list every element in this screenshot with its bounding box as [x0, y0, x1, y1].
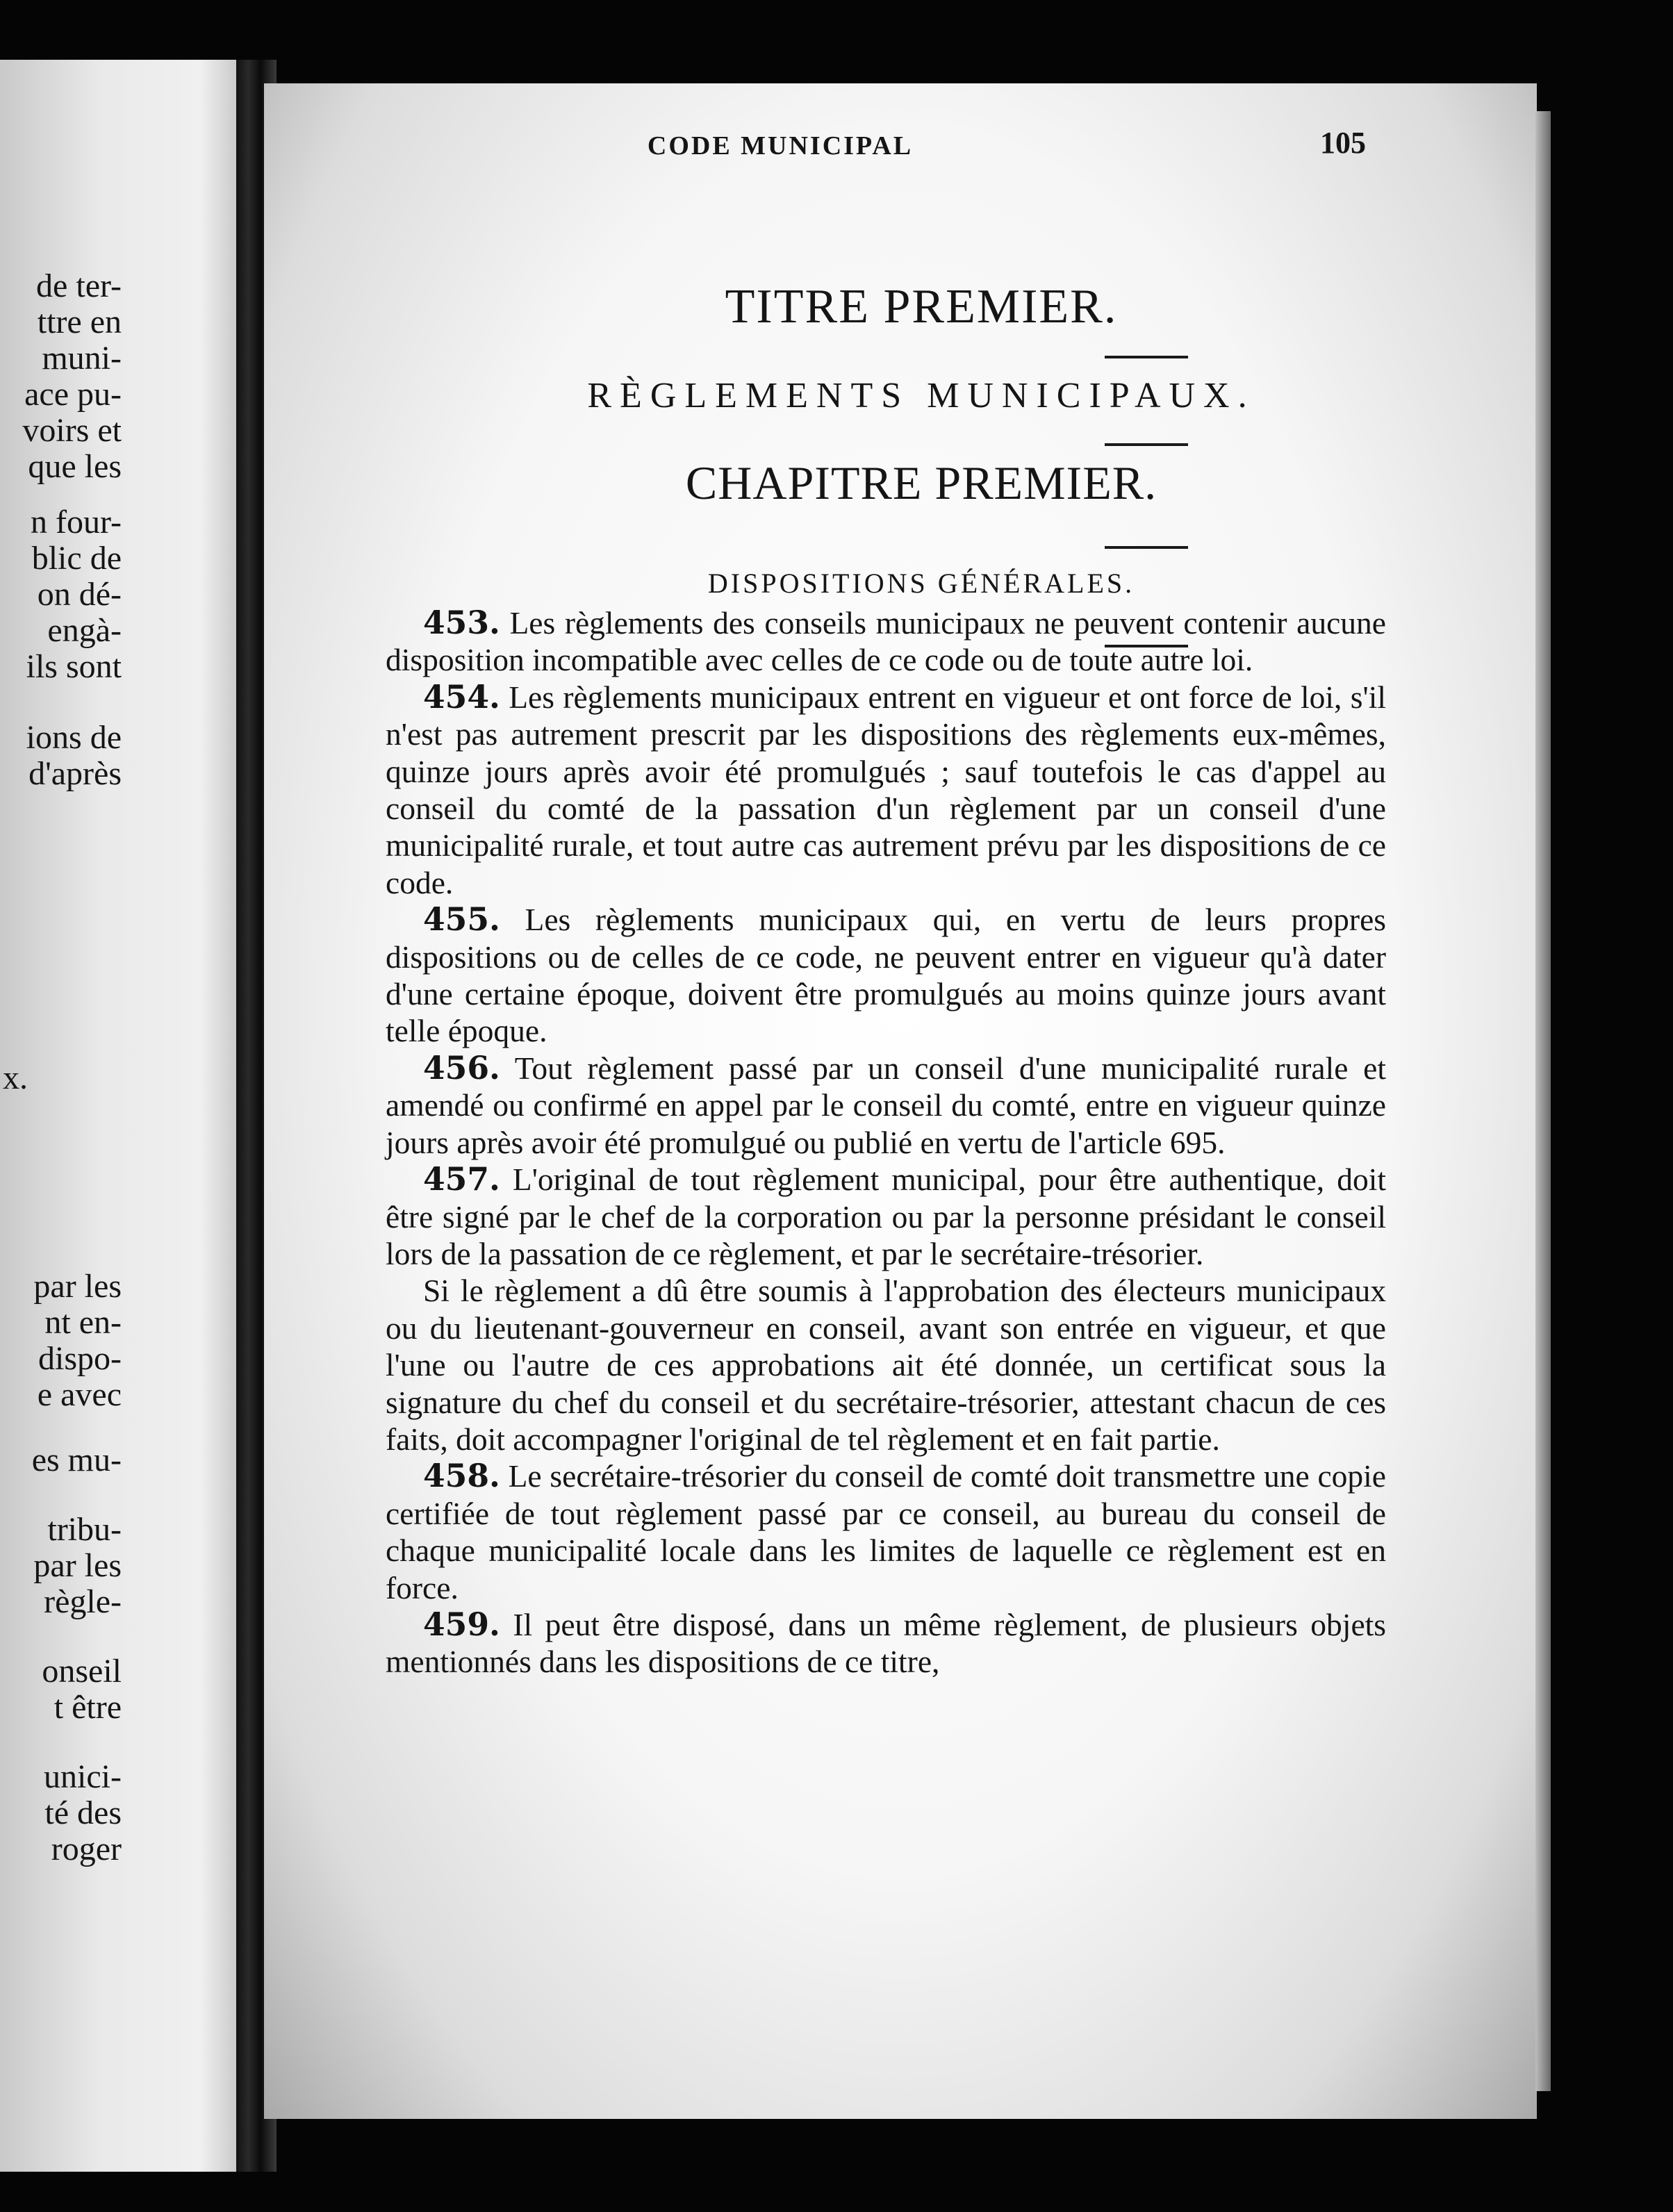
- left-page-line: dispo-: [38, 1340, 122, 1377]
- title-titre-premier: TITRE PREMIER.: [725, 280, 1118, 333]
- left-page-line: on dé-: [37, 576, 122, 613]
- article-body: Si le règlement a dû être soumis à l'approbation des électeurs municipaux ou du lieutenant-gouverneur en conseil, avant son entrée en vigueur, et que l'une ou l'autre de ces approbations ait été donnée, un certificat sous la signature du chef du conseil et du secrétaire-trésorier, attestant chacun de ces faits, doit accompagner l'original de tel règlement et en fait partie.: [386, 1273, 1386, 1457]
- article-number: 456.: [423, 1048, 500, 1087]
- article-paragraph: [386, 1161, 1386, 1272]
- article-body: Les règlements municipaux qui, en vertu de leurs propres dispositions ou de celles de ce code, ne peuvent entrer en vigueur qu'à dater d'une certaine époque, doivent être promulgués au moins quinze jours avant telle époque.: [386, 902, 1386, 1049]
- left-page-line: engà-: [47, 612, 122, 649]
- article-number: 453.: [423, 604, 500, 641]
- left-page-line: blic de: [31, 540, 122, 577]
- article-text: [386, 604, 1386, 1681]
- article-body: Tout règlement passé par un conseil d'une municipalité rurale et amendé ou confirmé en appel par le conseil du comté, entre en vigueur quinze jours après avoir été promulgué ou publié en vertu de l'article 695.: [386, 1050, 1386, 1160]
- left-page-line: x.: [3, 1059, 28, 1096]
- left-page-line: par les: [33, 1268, 122, 1305]
- left-page-edge: [0, 60, 250, 2172]
- article-paragraph: [386, 679, 1386, 901]
- left-page-line: tribu-: [47, 1511, 122, 1548]
- page-number: 105: [1320, 126, 1366, 160]
- left-page-line: ils sont: [26, 648, 122, 685]
- left-page-line: que les: [28, 448, 122, 485]
- title-dispositions-generales: DISPOSITIONS GÉNÉRALES.: [707, 568, 1135, 599]
- article-body: L'original de tout règlement municipal, pour être authentique, doit être signé par le chef de la corporation ou par la personne présidant le conseil lors de la passation de ce règlement, et par le secrétaire-trésorier.: [386, 1162, 1386, 1271]
- article-number: 458.: [423, 1457, 500, 1495]
- left-page-line: roger: [51, 1831, 122, 1867]
- heading-rule: [1105, 546, 1188, 549]
- article-paragraph: [386, 1606, 1386, 1681]
- left-page-line: de ter-: [36, 267, 122, 304]
- article-number: 459.: [423, 1605, 500, 1643]
- article-number: 457.: [423, 1160, 500, 1198]
- title-chapitre-premier: CHAPITRE PREMIER.: [685, 456, 1157, 509]
- left-page-line: ions de: [26, 719, 122, 756]
- article-paragraph: [386, 604, 1386, 679]
- left-page-line: ttre en: [37, 304, 122, 340]
- article-body: Il peut être disposé, dans un même règlement, de plusieurs objets mentionnés dans les dispositions de ce titre,: [386, 1606, 1386, 1680]
- article-body: Les règlements des conseils municipaux ne peuvent contenir aucune disposition incompatible avec celles de ce code ou de toute autre loi.: [386, 605, 1386, 678]
- article-paragraph: [386, 1050, 1386, 1161]
- title-reglements-municipaux: RÈGLEMENTS MUNICIPAUX.: [587, 376, 1255, 415]
- left-page-line: té des: [44, 1794, 122, 1831]
- article-paragraph: [386, 1272, 1386, 1458]
- article-body: Le secrétaire-trésorier du conseil de comté doit transmettre une copie certifiée de tout règlement passé par ce conseil, au bureau du conseil de chaque municipalité locale dans les limites de laquelle ce règlement est en force.: [386, 1458, 1386, 1606]
- article-paragraph: [386, 1458, 1386, 1606]
- article-paragraph: [386, 901, 1386, 1050]
- left-page-line: par les: [33, 1547, 122, 1584]
- article-body: Les règlements municipaux entrent en vigueur et ont force de loi, s'il n'est pas autrement prescrit par les dispositions des règlements eux-mêmes, quinze jours après avoir été promulgués ; sauf toutefois le cas d'appel au conseil du comté de la passation d'un règlement par un conseil d'une municipalité rurale, et tout autre cas autrement prévu par les dispositions de ce code.: [386, 679, 1386, 900]
- left-page-line: muni-: [42, 340, 122, 377]
- left-page-line: e avec: [37, 1376, 122, 1413]
- left-page-line: t être: [53, 1689, 122, 1726]
- left-page-line: d'après: [28, 755, 122, 792]
- left-page-line: onseil: [42, 1653, 122, 1690]
- heading-rule: [1105, 443, 1188, 446]
- article-number: 454.: [423, 677, 500, 716]
- running-title: CODE MUNICIPAL: [647, 131, 914, 160]
- left-page-line: n four-: [31, 504, 122, 540]
- left-page-line: nt en-: [44, 1304, 122, 1341]
- left-page-line: ace pu-: [24, 376, 122, 413]
- article-number: 455.: [423, 900, 500, 939]
- heading-rule: [1105, 356, 1188, 358]
- left-page-line: voirs et: [22, 412, 122, 449]
- left-page-line: unici-: [44, 1758, 122, 1795]
- left-page-line: es mu-: [31, 1442, 122, 1478]
- left-page-line: règle-: [44, 1583, 122, 1620]
